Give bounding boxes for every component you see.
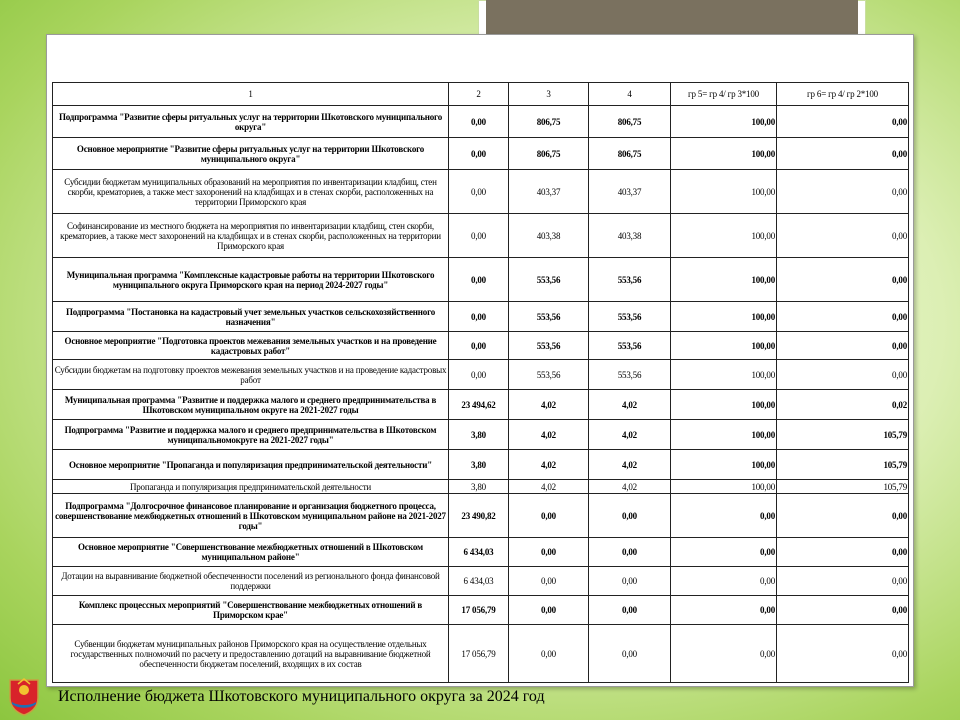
table-row xyxy=(53,538,909,567)
table-row xyxy=(53,480,909,494)
row-value-cell: 0,00 xyxy=(777,567,909,596)
row-value-cell: 0,00 xyxy=(777,332,909,360)
row-value-cell: 0,00 xyxy=(671,625,777,683)
table-row xyxy=(53,360,909,390)
row-name-cell: Основное мероприятие "Развитие сферы ритуальных услуг на территории Шкотовского муниципального округа" xyxy=(53,138,449,170)
row-value-cell: 0,00 xyxy=(509,494,589,538)
table-row xyxy=(53,596,909,625)
row-value-cell: 0,00 xyxy=(449,332,509,360)
row-value-cell: 100,00 xyxy=(671,138,777,170)
row-name-cell: Основное мероприятие "Пропаганда и популяризация предпринимательской деятельности" xyxy=(53,450,449,480)
row-value-cell: 0,00 xyxy=(589,625,671,683)
row-value-cell: 0,00 xyxy=(777,596,909,625)
row-value-cell: 4,02 xyxy=(509,390,589,420)
row-value-cell: 4,02 xyxy=(509,450,589,480)
row-value-cell: 105,79 xyxy=(777,420,909,450)
row-value-cell: 17 056,79 xyxy=(449,596,509,625)
row-value-cell: 100,00 xyxy=(671,420,777,450)
row-value-cell: 806,75 xyxy=(509,106,589,138)
row-value-cell: 0,00 xyxy=(449,138,509,170)
row-value-cell: 105,79 xyxy=(777,480,909,494)
row-value-cell: 806,75 xyxy=(589,138,671,170)
row-value-cell: 100,00 xyxy=(671,450,777,480)
row-value-cell: 4,02 xyxy=(589,390,671,420)
row-value-cell: 0,00 xyxy=(449,258,509,302)
row-value-cell: 553,56 xyxy=(589,258,671,302)
row-value-cell: 0,00 xyxy=(777,625,909,683)
table-row xyxy=(53,258,909,302)
row-value-cell: 100,00 xyxy=(671,480,777,494)
row-value-cell: 100,00 xyxy=(671,302,777,332)
table-header-row xyxy=(53,83,909,106)
row-value-cell: 0,00 xyxy=(449,302,509,332)
row-value-cell: 0,00 xyxy=(589,494,671,538)
table-row xyxy=(53,170,909,214)
row-value-cell: 0,00 xyxy=(777,360,909,390)
row-value-cell: 553,56 xyxy=(509,360,589,390)
row-value-cell: 0,00 xyxy=(509,567,589,596)
row-value-cell: 0,00 xyxy=(509,596,589,625)
row-value-cell: 403,38 xyxy=(589,214,671,258)
row-value-cell: 3,80 xyxy=(449,450,509,480)
row-value-cell: 0,00 xyxy=(671,538,777,567)
row-name-cell: Подпрограмма "Развитие сферы ритуальных услуг на территории Шкотовского муниципального округа" xyxy=(53,106,449,138)
row-value-cell: 0,00 xyxy=(589,567,671,596)
row-value-cell: 553,56 xyxy=(589,302,671,332)
row-value-cell: 23 494,62 xyxy=(449,390,509,420)
row-value-cell: 0,00 xyxy=(777,170,909,214)
row-value-cell: 0,02 xyxy=(777,390,909,420)
row-value-cell: 4,02 xyxy=(589,450,671,480)
footer-title: Исполнение бюджета Шкотовского муниципального округа за 2024 год xyxy=(58,688,545,705)
table-body xyxy=(53,106,909,683)
row-value-cell: 0,00 xyxy=(449,360,509,390)
row-value-cell: 100,00 xyxy=(671,360,777,390)
row-name-cell: Софинансирование из местного бюджета на мероприятия по инвентаризации кладбищ, стен скорби, крематориев, а также мест захоронений на кладбищах и в стенах скорби, расположенных на территории Приморского края xyxy=(53,214,449,258)
row-value-cell: 0,00 xyxy=(449,170,509,214)
header-col-3: 3 xyxy=(509,83,589,106)
header-col-4: 4 xyxy=(589,83,671,106)
row-value-cell: 0,00 xyxy=(449,106,509,138)
row-name-cell: Подпрограмма "Развитие и поддержка малого и среднего предпринимательства в Шкотовском муниципальномокруге на 2021-2027 годы" xyxy=(53,420,449,450)
row-value-cell: 0,00 xyxy=(509,538,589,567)
table-row xyxy=(53,567,909,596)
row-name-cell: Субвенции бюджетам муниципальных районов Приморского края на осуществление отдельных государственных полномочий по расчету и предоставлению дотаций на выравнивание бюджетной обеспеченности бюджетам поселений, входящих в их состав xyxy=(53,625,449,683)
row-value-cell: 0,00 xyxy=(449,214,509,258)
row-value-cell: 553,56 xyxy=(589,332,671,360)
row-value-cell: 806,75 xyxy=(589,106,671,138)
header-col-5: гр 5= гр 4/ гр 3*100 xyxy=(671,83,777,106)
row-name-cell: Дотации на выравнивание бюджетной обеспеченности поселений из регионального фонда финансовой поддержки xyxy=(53,567,449,596)
row-value-cell: 0,00 xyxy=(671,567,777,596)
row-value-cell: 403,38 xyxy=(509,214,589,258)
row-value-cell: 0,00 xyxy=(777,258,909,302)
header-col-6: гр 6= гр 4/ гр 2*100 xyxy=(777,83,909,106)
row-value-cell: 0,00 xyxy=(777,138,909,170)
row-value-cell: 4,02 xyxy=(509,480,589,494)
row-name-cell: Муниципальная программа "Развитие и поддержка малого и среднего предпринимательства в Шкотовском муниципальном округе на 2021-2027 годы xyxy=(53,390,449,420)
row-value-cell: 3,80 xyxy=(449,480,509,494)
row-value-cell: 100,00 xyxy=(671,332,777,360)
row-value-cell: 0,00 xyxy=(589,538,671,567)
row-name-cell: Основное мероприятие "Подготовка проектов межевания земельных участков и на проведение кадастровых работ" xyxy=(53,332,449,360)
row-value-cell: 3,80 xyxy=(449,420,509,450)
table-row xyxy=(53,302,909,332)
row-value-cell: 403,37 xyxy=(509,170,589,214)
row-name-cell: Пропаганда и популяризация предпринимательской деятельности xyxy=(53,480,449,494)
row-value-cell: 4,02 xyxy=(589,480,671,494)
row-name-cell: Подпрограмма "Постановка на кадастровый учет земельных участков сельскохозяйственного назначения" xyxy=(53,302,449,332)
row-value-cell: 553,56 xyxy=(509,332,589,360)
row-value-cell: 553,56 xyxy=(589,360,671,390)
row-value-cell: 100,00 xyxy=(671,390,777,420)
budget-table xyxy=(52,82,909,683)
coat-of-arms-icon xyxy=(8,676,40,716)
table-row xyxy=(53,494,909,538)
row-value-cell: 0,00 xyxy=(777,538,909,567)
row-value-cell: 17 056,79 xyxy=(449,625,509,683)
row-value-cell: 4,02 xyxy=(589,420,671,450)
row-name-cell: Подпрограмма "Долгосрочное финансовое планирование и организация бюджетного процесса, совершенствование межбюджетных отношений в Шкотовском муниципальном районе на 2021-2027 годы" xyxy=(53,494,449,538)
row-name-cell: Муниципальная программа "Комплексные кадастровые работы на территории Шкотовского муниципального округа Приморского края на период 2024-2027 годы" xyxy=(53,258,449,302)
row-name-cell: Основное мероприятие "Совершенствование межбюджетных отношений в Шкотовском муниципальном районе" xyxy=(53,538,449,567)
row-value-cell: 23 490,82 xyxy=(449,494,509,538)
row-name-cell: Комплекс процессных мероприятий "Совершенствование межбюджетных отношений в Приморском крае" xyxy=(53,596,449,625)
row-value-cell: 6 434,03 xyxy=(449,567,509,596)
row-value-cell: 403,37 xyxy=(589,170,671,214)
row-value-cell: 4,02 xyxy=(509,420,589,450)
row-value-cell: 0,00 xyxy=(589,596,671,625)
row-value-cell: 105,79 xyxy=(777,450,909,480)
row-value-cell: 553,56 xyxy=(509,302,589,332)
row-value-cell: 0,00 xyxy=(509,625,589,683)
row-value-cell: 100,00 xyxy=(671,258,777,302)
row-value-cell: 100,00 xyxy=(671,170,777,214)
row-name-cell: Субсидии бюджетам муниципальных образований на мероприятия по инвентаризации кладбищ, стен скорби, крематориев, а также мест захоронений на кладбищах и в стенах скорби, расположенных на территории Приморского края xyxy=(53,170,449,214)
row-value-cell: 100,00 xyxy=(671,106,777,138)
table-row xyxy=(53,106,909,138)
table-row xyxy=(53,450,909,480)
row-value-cell: 0,00 xyxy=(671,596,777,625)
header-col-1: 1 xyxy=(53,83,449,106)
row-value-cell: 0,00 xyxy=(777,494,909,538)
table-row xyxy=(53,390,909,420)
table-row xyxy=(53,332,909,360)
table-row xyxy=(53,420,909,450)
row-value-cell: 0,00 xyxy=(777,214,909,258)
row-value-cell: 806,75 xyxy=(509,138,589,170)
table-row xyxy=(53,138,909,170)
table-row xyxy=(53,625,909,683)
header-col-2: 2 xyxy=(449,83,509,106)
row-value-cell: 0,00 xyxy=(777,106,909,138)
row-value-cell: 6 434,03 xyxy=(449,538,509,567)
row-value-cell: 553,56 xyxy=(509,258,589,302)
row-name-cell: Субсидии бюджетам на подготовку проектов межевания земельных участков и на проведение кадастровых работ xyxy=(53,360,449,390)
row-value-cell: 100,00 xyxy=(671,214,777,258)
row-value-cell: 0,00 xyxy=(777,302,909,332)
row-value-cell: 0,00 xyxy=(671,494,777,538)
table-row xyxy=(53,214,909,258)
